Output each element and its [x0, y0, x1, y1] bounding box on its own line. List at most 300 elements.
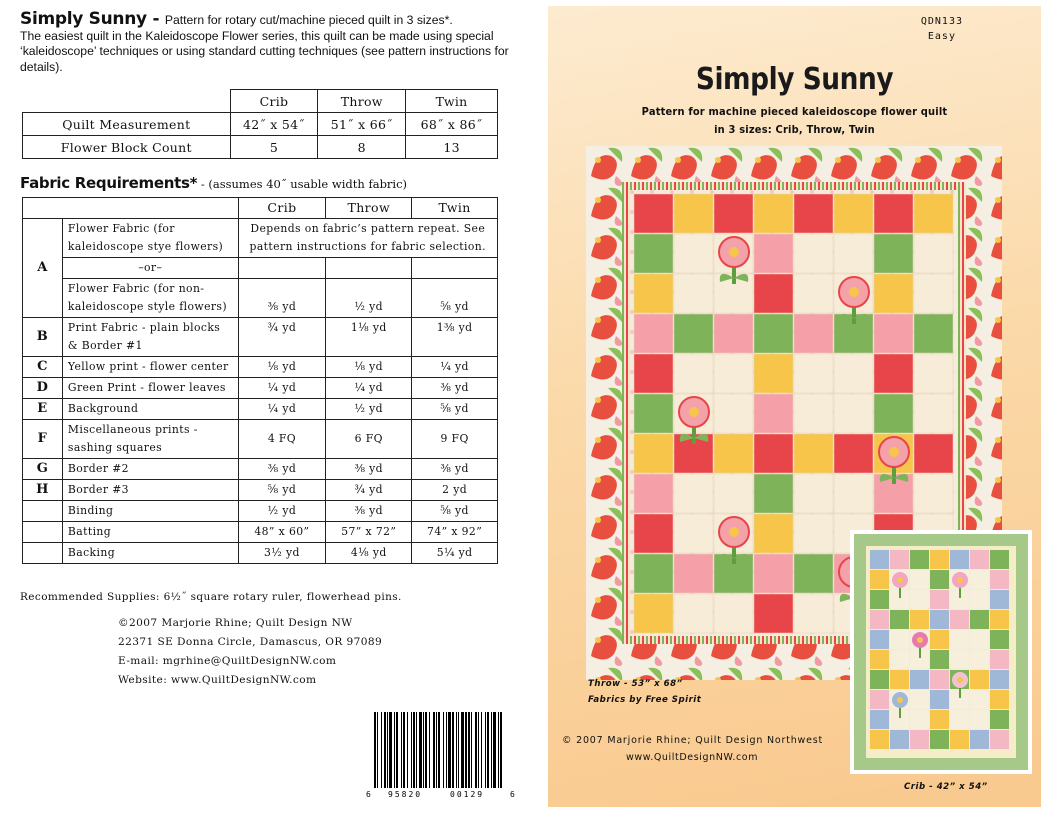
crib-plain-block — [890, 650, 909, 669]
row-label: Backing — [62, 543, 238, 564]
row-label: Border #3 — [62, 480, 238, 501]
crib-sashing-square — [990, 570, 1009, 589]
sashing-square — [754, 234, 793, 273]
barcode-bar — [407, 712, 408, 788]
sashing-square — [874, 274, 913, 313]
crib-plain-block — [910, 690, 929, 709]
crib-sashing-square — [930, 610, 949, 629]
header-throw: Throw — [326, 198, 412, 219]
sashing-square — [754, 434, 793, 473]
barcode-bar — [471, 712, 472, 788]
crib-flower-center — [897, 697, 903, 703]
sashing-square — [834, 194, 873, 233]
barcode-bar — [396, 712, 398, 788]
row-label: Background — [62, 399, 238, 420]
table-row — [23, 357, 498, 378]
barcode-bar — [468, 712, 470, 788]
plain-block — [794, 234, 833, 273]
sashing-square — [914, 194, 953, 233]
header-crib: Crib — [238, 198, 326, 219]
cell-value: ¼ yd — [326, 378, 412, 399]
barcode-bar — [425, 712, 427, 788]
crib-sashing-square — [990, 710, 1009, 729]
sashing-square — [634, 434, 673, 473]
crib-sashing-square — [930, 690, 949, 709]
barcode-bar — [429, 712, 430, 788]
sashing-square — [674, 314, 713, 353]
cell-value: ½ yd — [238, 501, 326, 522]
crib-plain-block — [950, 650, 969, 669]
upc-barcode — [364, 712, 517, 800]
plain-block — [714, 594, 753, 633]
row-label: Flower Fabric (for kaleidoscope stye flowers) — [62, 219, 238, 258]
crib-sashing-square — [890, 550, 909, 569]
header-crib: Crib — [230, 90, 318, 113]
sashing-square — [634, 234, 673, 273]
barcode-bar — [491, 712, 492, 788]
pattern-title: Simply Sunny — [20, 9, 147, 29]
throw-caption: Throw - 53” x 68” — [588, 679, 683, 689]
sashing-square — [634, 514, 673, 553]
barcode-bar — [374, 712, 376, 788]
cell-value: 57” x 72” — [326, 522, 412, 543]
cell-value: ⅜ yd — [238, 459, 326, 480]
barcode-digit-right: 6 — [510, 790, 515, 799]
crib-sashing-square — [990, 550, 1009, 569]
fabric-table — [22, 197, 498, 564]
empty-cell — [23, 198, 239, 219]
cover-subtitle-line2: in 3 sizes: Crib, Throw, Twin — [714, 123, 875, 136]
measurement-table — [22, 89, 498, 159]
row-letter — [23, 522, 63, 543]
cell-value: ¼ yd — [238, 378, 326, 399]
sashing-square — [794, 554, 833, 593]
plain-block — [834, 394, 873, 433]
barcode-bar — [478, 712, 479, 788]
barcode-digit-left: 6 — [366, 790, 371, 799]
sashing-square — [914, 434, 953, 473]
cell-value: ¼ yd — [412, 357, 498, 378]
sashing-square — [634, 274, 673, 313]
sashing-square — [874, 394, 913, 433]
crib-plain-block — [890, 630, 909, 649]
header-throw: Throw — [318, 90, 406, 113]
crib-sashing-square — [990, 590, 1009, 609]
crib-sashing-square — [990, 610, 1009, 629]
sashing-square — [834, 434, 873, 473]
pattern-intro — [20, 9, 525, 75]
sashing-square — [794, 194, 833, 233]
plain-block — [794, 474, 833, 513]
row-label: Print Fabric - plain blocks & Border #1 — [62, 318, 238, 357]
title-dash: - — [146, 9, 165, 29]
sashing-square — [634, 354, 673, 393]
table-header-row — [23, 90, 498, 113]
sashing-square — [874, 194, 913, 233]
cell-value: 2 yd — [412, 480, 498, 501]
plain-block — [714, 394, 753, 433]
plain-block — [674, 234, 713, 273]
sashing-square — [874, 354, 913, 393]
barcode-bar — [448, 712, 451, 788]
cell-value: 51˝ x 66˝ — [318, 113, 406, 136]
crib-sashing-square — [870, 730, 889, 749]
plain-block — [834, 354, 873, 393]
sashing-square — [754, 194, 793, 233]
sashing-square — [794, 314, 833, 353]
barcode-bar — [438, 712, 440, 788]
plain-block — [914, 474, 953, 513]
barcode-bar — [487, 712, 489, 788]
cell-value: ½ yd — [326, 399, 412, 420]
barcode-bar — [481, 712, 482, 788]
crib-flower-center — [897, 577, 903, 583]
plain-block — [794, 514, 833, 553]
barcode-bar — [485, 712, 486, 788]
cover-subtitle-line1: Pattern for machine pieced kaleidoscope flower quilt — [641, 105, 948, 118]
barcode-bar — [452, 712, 454, 788]
plain-block — [794, 274, 833, 313]
fabrics-caption: Fabrics by Free Spirit — [588, 695, 702, 705]
barcode-bar — [419, 712, 422, 788]
cell-value: ⅜ yd — [238, 279, 326, 318]
cell-value: ⅛ yd — [238, 357, 326, 378]
cell-value: ⅜ yd — [412, 459, 498, 480]
table-row — [23, 219, 498, 258]
cell-value: ¼ yd — [238, 399, 326, 420]
contact-block — [118, 614, 382, 690]
crib-sashing-square — [910, 550, 929, 569]
cover-title: Simply Sunny — [695, 62, 894, 97]
sashing-square — [874, 234, 913, 273]
crib-sashing-square — [930, 710, 949, 729]
barcode-bar — [498, 712, 499, 788]
sashing-square — [754, 474, 793, 513]
barcode-bar — [456, 712, 457, 788]
cell-value: 9 FQ — [412, 420, 498, 459]
sashing-square — [634, 554, 673, 593]
empty-cell — [238, 258, 326, 279]
row-letter: D — [23, 378, 63, 399]
table-row — [23, 459, 498, 480]
fabric-requirements-heading — [20, 174, 407, 192]
cell-value: ⅝ yd — [412, 501, 498, 522]
flower-center — [729, 247, 739, 257]
row-letter: A — [23, 219, 63, 318]
crib-plain-block — [910, 590, 929, 609]
crib-plain-block — [970, 570, 989, 589]
barcode-bar — [493, 712, 496, 788]
cell-value: 1⅜ yd — [412, 318, 498, 357]
contact-website: Website: www.QuiltDesignNW.com — [118, 674, 317, 686]
table-row — [23, 136, 498, 159]
plain-block — [674, 594, 713, 633]
cell-value: 42˝ x 54˝ — [230, 113, 318, 136]
cover-copyright: © 2007 Marjorie Rhine; Quilt Design Northwest — [562, 735, 824, 746]
pattern-code — [921, 14, 963, 44]
barcode-bar — [381, 712, 382, 788]
sashing-square — [754, 514, 793, 553]
row-letter: F — [23, 420, 63, 459]
throw-caption-block — [588, 676, 701, 708]
crib-sashing-square — [870, 690, 889, 709]
crib-sashing-square — [950, 730, 969, 749]
crib-sashing-square — [890, 730, 909, 749]
crib-sashing-square — [870, 710, 889, 729]
cell-value: 5 — [230, 136, 318, 159]
crib-sashing-square — [870, 650, 889, 669]
crib-plain-block — [910, 710, 929, 729]
cell-value: 8 — [318, 136, 406, 159]
barcode-bar — [401, 712, 402, 788]
barcode-bar — [416, 712, 417, 788]
fabric-heading-title: Fabric Requirements* — [20, 174, 198, 192]
table-row — [23, 420, 498, 459]
table-row — [23, 522, 498, 543]
row-letter — [23, 501, 63, 522]
empty-cell — [412, 258, 498, 279]
sashing-square — [754, 554, 793, 593]
barcode-bar — [389, 712, 392, 788]
contact-email: E-mail: mgrhine@QuiltDesignNW.com — [118, 655, 337, 667]
barcode-bar — [423, 712, 424, 788]
crib-sashing-square — [870, 550, 889, 569]
sashing-square — [634, 474, 673, 513]
barcode-bar — [475, 712, 477, 788]
barcode-digits-group1: 95820 — [388, 790, 423, 799]
table-row — [23, 501, 498, 522]
sashing-square — [714, 434, 753, 473]
row-label: Yellow print - flower center — [62, 357, 238, 378]
crib-sashing-square — [890, 610, 909, 629]
crib-sashing-square — [870, 670, 889, 689]
barcode-bar — [433, 712, 435, 788]
crib-sashing-square — [930, 590, 949, 609]
cell-value: 4 FQ — [238, 420, 326, 459]
barcode-bar — [387, 712, 388, 788]
plain-block — [914, 394, 953, 433]
crib-sashing-square — [910, 730, 929, 749]
crib-sashing-square — [930, 730, 949, 749]
cell-value: ⅜ yd — [326, 459, 412, 480]
fabric-heading-note: - (assumes 40˝ usable width fabric) — [197, 177, 408, 191]
crib-plain-block — [970, 710, 989, 729]
crib-flower-center — [957, 577, 963, 583]
cell-value: ⅝ yd — [412, 279, 498, 318]
crib-sashing-square — [910, 670, 929, 689]
cover-website: www.QuiltDesignNW.com — [626, 752, 759, 763]
crib-sashing-square — [990, 630, 1009, 649]
crib-sashing-square — [970, 730, 989, 749]
crib-sashing-square — [990, 690, 1009, 709]
sashing-square — [914, 314, 953, 353]
skill-level: Easy — [927, 31, 956, 42]
contact-copyright: ©2007 Marjorie Rhine; Quilt Design NW — [118, 617, 353, 629]
crib-sashing-square — [930, 650, 949, 669]
cell-value: ½ yd — [326, 279, 412, 318]
table-row — [23, 279, 498, 318]
row-label: Green Print - flower leaves — [62, 378, 238, 399]
sashing-square — [754, 354, 793, 393]
barcode-bar — [403, 712, 405, 788]
sashing-square — [714, 314, 753, 353]
flower-center — [849, 287, 859, 297]
row-letter — [23, 543, 63, 564]
table-row — [23, 318, 498, 357]
sashing-square — [634, 394, 673, 433]
cell-value: ⅜ yd — [412, 378, 498, 399]
plain-block — [674, 514, 713, 553]
crib-caption: Crib - 42” x 54” — [904, 782, 988, 792]
plain-block — [794, 594, 833, 633]
barcode-bar — [411, 712, 412, 788]
crib-sashing-square — [930, 670, 949, 689]
crib-sashing-square — [870, 630, 889, 649]
barcode-bar — [413, 712, 415, 788]
crib-flower-center — [917, 637, 923, 643]
row-letter: G — [23, 459, 63, 480]
crib-quilt-photo — [850, 530, 1032, 774]
pattern-lead: Pattern for rotary cut/machine pieced quilt in 3 sizes*. — [164, 13, 453, 27]
row-label: Border #2 — [62, 459, 238, 480]
row-label: Flower Block Count — [23, 136, 231, 159]
barcode-bar — [465, 712, 467, 788]
crib-sashing-square — [990, 670, 1009, 689]
row-label: Binding — [62, 501, 238, 522]
plain-block — [914, 354, 953, 393]
table-row — [23, 543, 498, 564]
crib-flower-center — [957, 677, 963, 683]
table-row — [23, 113, 498, 136]
plain-block — [914, 274, 953, 313]
table-row — [23, 480, 498, 501]
row-label: Batting — [62, 522, 238, 543]
flower-center — [729, 527, 739, 537]
row-letter: E — [23, 399, 63, 420]
crib-plain-block — [970, 630, 989, 649]
sashing-square — [754, 594, 793, 633]
row-label: Flower Fabric (for non-kaleidoscope style flowers) — [62, 279, 238, 318]
crib-sashing-square — [870, 570, 889, 589]
sashing-square — [754, 394, 793, 433]
barcode-bar — [500, 712, 502, 788]
table-header-row — [23, 198, 498, 219]
crib-sashing-square — [870, 590, 889, 609]
header-twin: Twin — [412, 198, 498, 219]
cell-value: 68˝ x 86˝ — [406, 113, 498, 136]
cell-value: 74” x 92” — [412, 522, 498, 543]
cell-value: ¾ yd — [326, 480, 412, 501]
plain-block — [834, 474, 873, 513]
cell-value: 4⅛ yd — [326, 543, 412, 564]
barcode-bar — [384, 712, 386, 788]
sashing-square — [674, 194, 713, 233]
barcode-digits-group2: 00129 — [450, 790, 485, 799]
empty-cell — [326, 258, 412, 279]
crib-plain-block — [910, 570, 929, 589]
pattern-repeat-note: Depends on fabric’s pattern repeat. See pattern instructions for fabric selection. — [238, 219, 497, 258]
crib-sashing-square — [910, 610, 929, 629]
sashing-square — [714, 194, 753, 233]
barcode-bar — [443, 712, 444, 788]
sashing-square — [874, 314, 913, 353]
plain-block — [674, 354, 713, 393]
barcode-bar — [394, 712, 395, 788]
crib-sashing-square — [970, 550, 989, 569]
barcode-bar — [436, 712, 437, 788]
sashing-square — [794, 434, 833, 473]
plain-block — [914, 234, 953, 273]
plain-block — [794, 394, 833, 433]
header-twin: Twin — [406, 90, 498, 113]
flower-center — [889, 447, 899, 457]
crib-sashing-square — [990, 650, 1009, 669]
table-row — [23, 378, 498, 399]
cell-value: 13 — [406, 136, 498, 159]
crib-plain-block — [970, 590, 989, 609]
cell-value: 5¼ yd — [412, 543, 498, 564]
row-letter: C — [23, 357, 63, 378]
plain-block — [834, 234, 873, 273]
recommended-supplies: Recommended Supplies: 6½˝ square rotary ruler, flowerhead pins. — [20, 591, 402, 603]
cell-value: 6 FQ — [326, 420, 412, 459]
sashing-square — [754, 314, 793, 353]
row-label: Miscellaneous prints - sashing squares — [62, 420, 238, 459]
sashing-square — [634, 594, 673, 633]
flower-center — [689, 407, 699, 417]
cell-value: 48” x 60” — [238, 522, 326, 543]
plain-block — [674, 274, 713, 313]
sashing-square — [754, 274, 793, 313]
barcode-bar — [377, 712, 378, 788]
table-row — [23, 258, 498, 279]
cell-value: ⅝ yd — [238, 480, 326, 501]
or-separator: –or– — [62, 258, 238, 279]
cell-value: ¾ yd — [238, 318, 326, 357]
crib-sashing-square — [870, 610, 889, 629]
plain-block — [714, 474, 753, 513]
crib-plain-block — [950, 710, 969, 729]
crib-sashing-square — [890, 670, 909, 689]
barcode-bar — [458, 712, 459, 788]
crib-plain-block — [950, 630, 969, 649]
crib-sashing-square — [970, 670, 989, 689]
crib-sashing-square — [950, 610, 969, 629]
sashing-square — [634, 194, 673, 233]
crib-sashing-square — [970, 610, 989, 629]
sashing-square — [674, 554, 713, 593]
table-row — [23, 399, 498, 420]
contact-address: 22371 SE Donna Circle, Damascus, OR 97089 — [118, 636, 383, 648]
crib-plain-block — [970, 650, 989, 669]
barcode-bar — [461, 712, 464, 788]
cover-page — [548, 6, 1041, 807]
crib-plain-block — [970, 690, 989, 709]
cell-value: ⅜ yd — [326, 501, 412, 522]
barcode-bar — [446, 712, 447, 788]
pattern-description: The easiest quilt in the Kaleidoscope Flower series, this quilt can be made using special ‘kaleidoscope’ techniques or using standard cutting techniques (see pattern instructions for details). — [20, 28, 509, 74]
row-label: Quilt Measurement — [23, 113, 231, 136]
row-letter: B — [23, 318, 63, 357]
cell-value: 3½ yd — [238, 543, 326, 564]
plain-block — [714, 354, 753, 393]
empty-cell — [23, 90, 231, 113]
cell-value: 1⅛ yd — [326, 318, 412, 357]
pattern-number: QDN133 — [920, 16, 963, 27]
crib-sashing-square — [930, 570, 949, 589]
cover-subtitle — [573, 103, 1017, 139]
plain-block — [794, 354, 833, 393]
